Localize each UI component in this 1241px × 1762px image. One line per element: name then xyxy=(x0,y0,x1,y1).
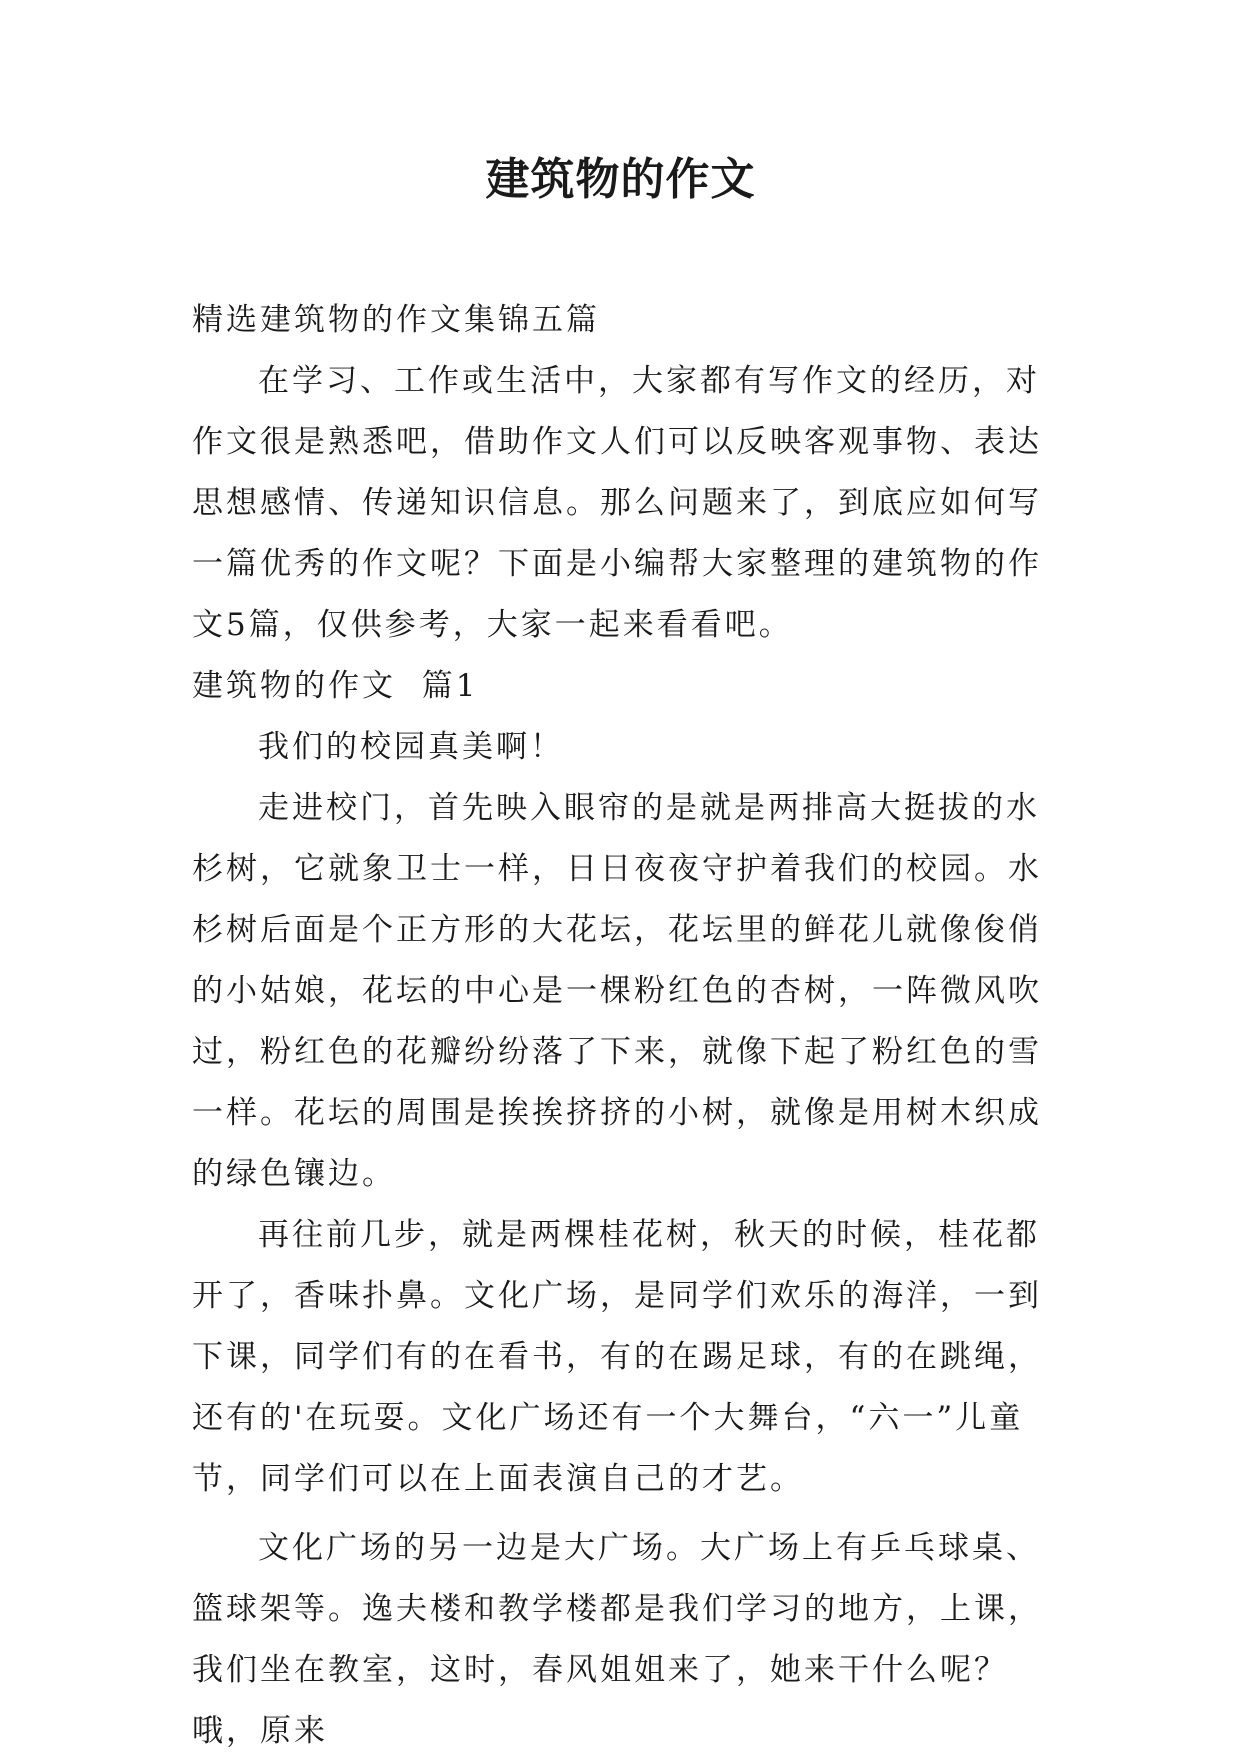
body-paragraph: 我们的校园真美啊！ xyxy=(258,729,564,765)
page-title: 建筑物的作文 xyxy=(485,154,756,205)
document-subtitle: 精选建筑物的作文集锦五篇 xyxy=(192,302,600,338)
body-paragraph: 再往前几步，就是两棵桂花树，秋天的时候，桂花都开了，香味扑鼻。文化广场，是同学们欢乐的海洋，一到下课，同学们有的在看书，有的在踢足球，有的在跳绳，还有的'在玩耍。文化广场还有一个大舞台，“六一”儿童节，同学们可以在上面表演自己的才艺。 xyxy=(192,1217,1042,1497)
section-heading: 建筑物的作文 篇1 xyxy=(192,668,479,704)
body-paragraph: 走进校门，首先映入眼帘的是就是两排高大挺拔的水杉树，它就象卫士一样，日日夜夜守护着我们的校园。水杉树后面是个正方形的大花坛，花坛里的鲜花儿就像俊俏的小姑娘，花坛的中心是一棵粉红色的杏树，一阵微风吹过，粉红色的花瓣纷纷落了下来，就像下起了粉红色的雪一样。花坛的周围是挨挨挤挤的小树，就像是用树木织成的绿色镶边。 xyxy=(192,790,1042,1192)
intro-paragraph: 在学习、工作或生活中，大家都有写作文的经历，对作文很是熟悉吧，借助作文人们可以反映客观事物、表达思想感情、传递知识信息。那么问题来了，到底应如何写一篇优秀的作文呢？下面是小编帮大家整理的建筑物的作文5篇，仅供参考，大家一起来看看吧。 xyxy=(192,363,1042,643)
body-paragraph: 文化广场的另一边是大广场。大广场上有乒乓球桌、篮球架等。逸夫楼和教学楼都是我们学习的地方，上课，我们坐在教室，这时，春风姐姐来了，她来干什么呢？哦，原来 xyxy=(192,1530,1042,1749)
document-body xyxy=(192,290,1052,1762)
